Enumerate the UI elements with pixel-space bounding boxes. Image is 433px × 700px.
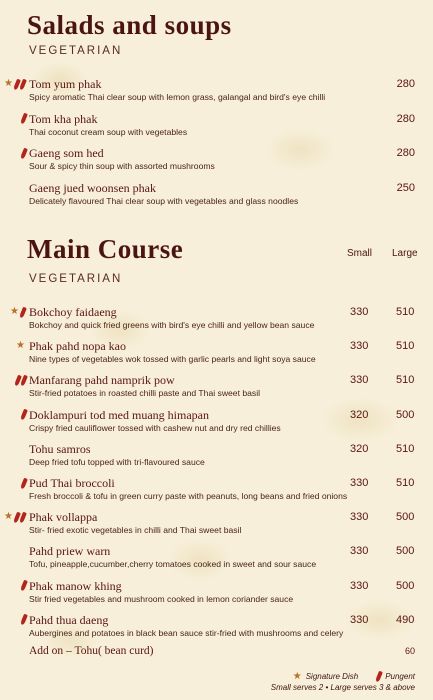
item-price-large: 500 [396,545,415,558]
item-price-large: 510 [396,340,415,353]
item-name: Gaeng jued woonsen phak [29,180,156,195]
item-description: Fresh broccoli & tofu in green curry paste with peanuts, long beans and fried onions [29,491,348,501]
menu-item [0,339,433,369]
item-marks [21,146,26,160]
star-icon: ★ [292,670,302,682]
item-name: Gaeng som hed [29,146,104,160]
item-name: Phak pahd nopa kao [29,339,126,354]
item-name: Tohu samros [29,441,91,456]
menu-item [0,510,433,540]
chili-icon [20,580,28,592]
item-price-large: 510 [396,374,415,387]
menu-item [0,476,433,506]
menu-item [0,77,433,107]
item-name: Doklampuri tod med muang himapan [29,407,209,422]
salads-subtitle: VEGETARIAN [29,45,123,57]
chili-icon [19,306,27,318]
item-description: Delicately flavoured Thai clear soup with vegetables and glass noodles [29,195,299,206]
chili-icon [20,113,28,125]
addon-label: Add on – Tohu( bean curd) [29,645,154,657]
item-marks [16,339,25,353]
item-price-small: 330 [350,477,369,489]
item-price-small: 330 [350,374,369,387]
item-description: Deep fried tofu topped with tri-flavoured sauce [29,456,205,467]
menu-item [0,373,433,403]
item-name: Phak vollappa [29,510,98,525]
item-description: Crispy fried cauliflower tossed with cashew nut and dry red chillies [29,422,281,433]
item-name: Phak manow khing [29,578,122,593]
chili-icon [375,671,383,683]
item-name: Pahd thua daeng [29,612,109,627]
legend-signature: Signature Dish [305,672,359,681]
legend [293,671,415,682]
item-name: Tom kha phak [29,111,98,126]
item-name: Tom yum phak [29,77,102,91]
star-icon: ★ [16,340,25,352]
item-price: 250 [396,181,415,194]
item-description: Stir- fried exotic vegetables in chilli and Thai sweet basil [29,525,242,536]
menu-item [0,305,433,335]
chili-icon [20,614,28,626]
star-icon: ★ [4,511,13,523]
menu-item [0,442,433,472]
column-large: Large [392,248,418,259]
item-price-small: 330 [350,613,369,626]
item-price-large: 510 [396,477,415,489]
item-marks [21,613,26,627]
item-price: 280 [396,78,415,90]
item-name: Bokchoy faidaeng [29,305,117,319]
item-marks [21,408,26,422]
item-description: Stir-fried potatoes in roasted chilli paste and Thai sweet basil [29,388,261,399]
star-icon: ★ [10,306,19,317]
item-price-small: 330 [350,306,369,318]
main-subtitle: VEGETARIAN [29,273,123,285]
addon-price: 60 [404,646,415,656]
item-marks [10,305,25,319]
item-marks [21,112,26,126]
column-small: Small [347,248,373,259]
menu-item [0,544,433,574]
item-price: 280 [396,112,415,125]
item-description: Spicy aromatic Thai clear soup with lemon grass, galangal and bird's eye chilli [29,92,326,102]
item-marks [21,476,26,490]
item-description: Stir fried vegetables and mushroom cooked in lemon coriander sauce [29,593,294,604]
item-marks [4,510,25,524]
item-marks [4,77,25,91]
item-price-large: 500 [396,408,415,421]
item-name: Pahd priew warn [29,544,111,559]
item-description: Tofu, pineapple,cucumber,cherry tomatoes cooked in sweet and sour sauce [29,559,317,570]
item-price-large: 510 [396,442,415,455]
item-price-large: 490 [396,613,415,626]
item-marks [15,373,26,387]
item-description: Sour & spicy thin soup with assorted mushrooms [29,161,215,171]
item-price-small: 330 [350,545,369,558]
item-description: Bokchoy and quick fried greens with bird's eye chilli and yellow bean sauce [29,320,315,330]
menu-item [0,579,433,609]
menu-item [0,181,433,211]
menu-item [0,146,433,176]
star-icon: ★ [4,78,13,89]
item-marks [21,579,26,593]
item-price-large: 500 [396,511,415,524]
item-price-large: 500 [396,579,415,592]
item-price: 280 [396,147,415,159]
item-description: Aubergines and potatoes in black bean sauce stir-fried with mushrooms and celery [29,627,344,638]
legend-pungent: Pungent [385,672,415,681]
item-description: Thai coconut cream soup with vegetables [29,126,188,137]
item-price-small: 330 [350,579,369,592]
item-price-small: 330 [350,340,369,353]
item-price-small: 330 [350,511,369,524]
menu-item [0,613,433,643]
menu-item [0,408,433,438]
item-price-small: 320 [350,408,369,421]
salads-title: Salads and soups [27,10,232,40]
chili-icon [20,409,28,421]
main-title: Main Course [27,234,184,264]
item-name: Manfarang pahd namprik pow [29,373,175,388]
item-price-small: 320 [350,442,369,455]
chili-icon [20,477,28,489]
item-price-large: 510 [396,306,415,318]
item-description: Nine types of vegetables wok tossed with garlic pearls and light soya sauce [29,354,316,365]
chili-icon [20,147,28,159]
serves-note: Small serves 2 • Large serves 3 & above [270,683,415,692]
item-name: Pud Thai broccoli [29,476,115,490]
menu-item [0,112,433,142]
